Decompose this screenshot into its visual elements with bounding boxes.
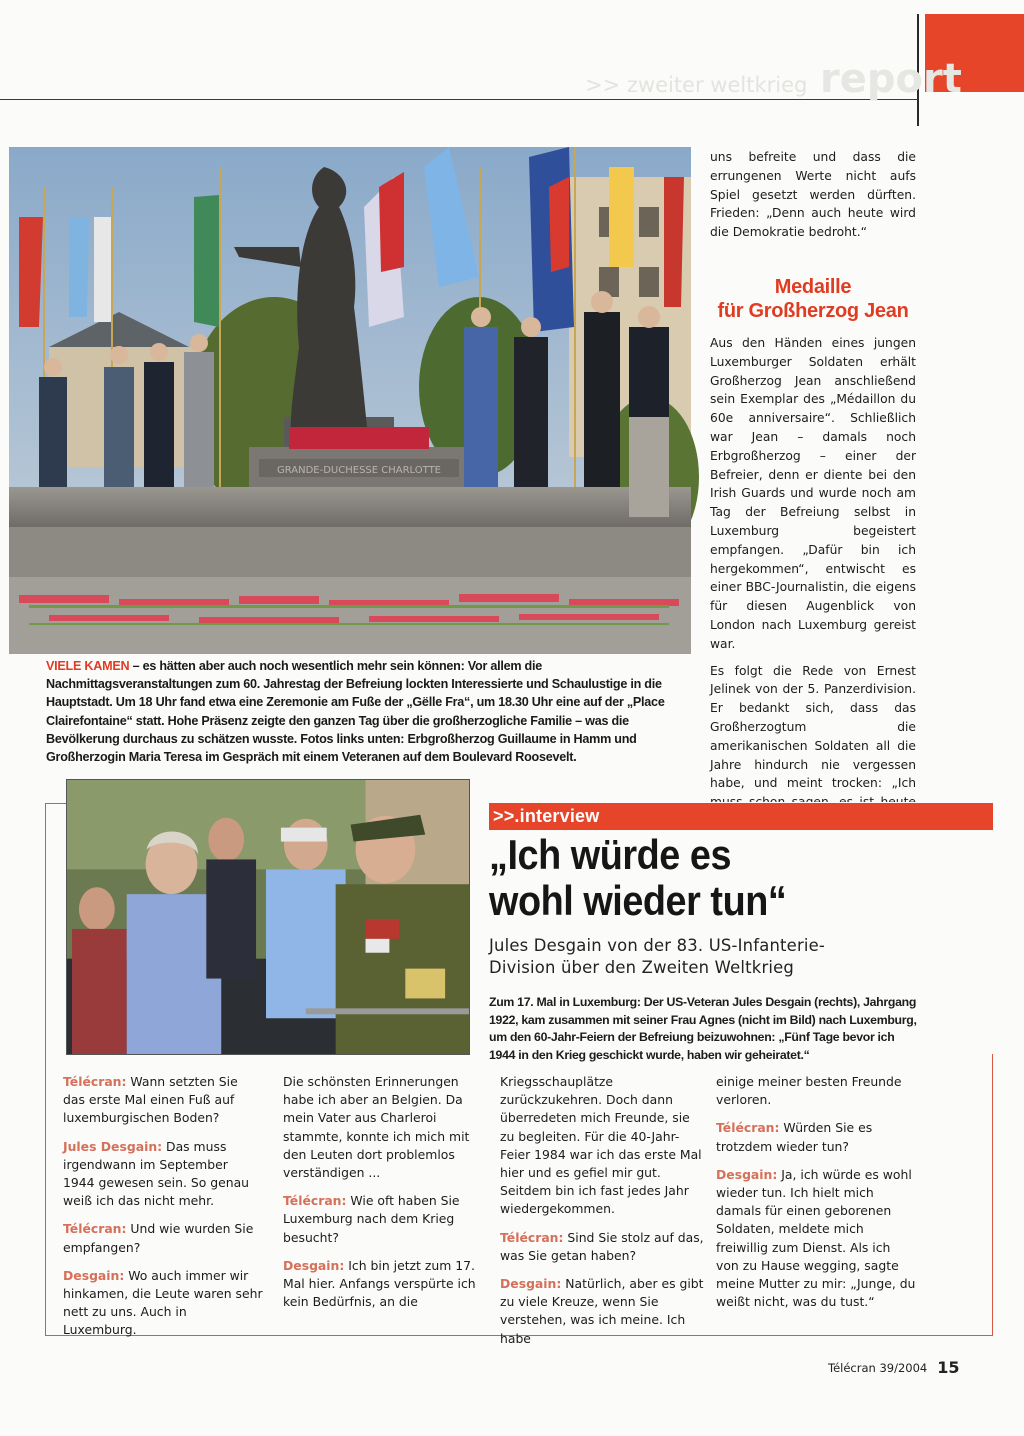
qa-paragraph (500, 1275, 705, 1348)
caption-lead: VIELE KAMEN (46, 659, 130, 673)
interview-column-2 (283, 1073, 483, 1321)
speaker-label: Télécran: (716, 1120, 780, 1136)
qa-paragraph (63, 1073, 263, 1128)
qa-paragraph (63, 1220, 263, 1256)
photo-veteran-interview (66, 779, 470, 1055)
photo-monument-ceremony (9, 147, 691, 654)
monument-photo-illustration (9, 147, 691, 654)
speaker-label: Desgain: (716, 1166, 778, 1182)
qa-text: Würden Sie es trotzdem wieder tun? (716, 1120, 873, 1154)
interview-column-1 (63, 1073, 263, 1350)
interview-column-4 (716, 1073, 916, 1321)
qa-paragraph (500, 1073, 705, 1219)
ghost-section-title: report (820, 56, 962, 102)
interview-subtitle (489, 935, 939, 979)
interview-headline (489, 832, 939, 924)
qa-text: Wo auch immer wir hinkamen, die Leute waren sehr nett zu uns. Auch in Luxemburg. (63, 1267, 263, 1338)
qa-paragraph (716, 1119, 916, 1155)
interview-label-bar: >>.interview (489, 803, 993, 830)
qa-text: Ich bin jetzt zum 17. Mal hier. Anfangs verspürte ich kein Bedürfnis, an die (283, 1257, 476, 1310)
monument-inscription: GRANDE-DUCHESSE CHARLOTTE (276, 465, 442, 476)
subtitle-line-1: Jules Desgain von der 83. US-Infanterie- (489, 936, 826, 955)
qa-paragraph (283, 1192, 483, 1247)
qa-text: Kriegsschauplätze zurückzukehren. Doch dann überredeten mich Freunde, sie zu begleiten. Für die 40-Jahr-Feier 1984 war ich das erste Mal hier und es gefiel mir gut. Seitdem bin ich fast jedes Jahr wiedergekommen. (500, 1074, 702, 1217)
qa-paragraph (716, 1073, 916, 1109)
caption-text: – es hätten aber auch noch wesentlich mehr sein können: Vor allem die Nachmittagsveranstaltungen zum 60. Jahrestag der Befreiung lockten Interessierte und Schaulustige in die Hauptstadt. Um 18 Uhr fand etwa eine Zeremonie am Fuße der „Gëlle Fra“, um 18.30 Uhr eine auf der „Place Clairefontaine“ statt. Hohe Präsenz zeigte den ganzen Tag über die großherzogliche Familie – was die Bevölkerung durchaus zu schätzen wusste. Fotos links unten: Erbgroßherzog Guillaume in Hamm und Großherzogin Maria Teresa im Gespräch mit einem Veteranen auf dem Boulevard Roosevelt. (46, 659, 665, 765)
qa-paragraph (283, 1073, 483, 1182)
section-ghost-heading (585, 56, 962, 102)
photo-caption (46, 657, 696, 766)
qa-text: Wie oft haben Sie Luxemburg nach dem Krieg besucht? (283, 1193, 460, 1245)
speaker-label: Desgain: (283, 1257, 345, 1273)
speaker-label: Télécran: (63, 1221, 127, 1237)
subheading-line-1: Medaille (774, 275, 852, 298)
subheading-line-2: für Großherzog Jean (717, 299, 909, 322)
veteran-photo-illustration (67, 780, 469, 1054)
article-right-column (710, 148, 916, 850)
qa-paragraph (63, 1267, 263, 1340)
interview-lead: Zum 17. Mal in Luxemburg: Der US-Veteran Jules Desgain (rechts), Jahrgang 1922, kam zusammen mit seiner Frau Agnes (nicht im Bild) nach Luxemburg, um den 60-Jahr-Feiern der Befreiung beizuwohnen: „Fünf Tage bevor ich 1944 in den Krieg geschickt wurde, haben wir geheiratet.“ (489, 995, 917, 1062)
headline-line-1: „Ich würde es (489, 831, 732, 878)
speaker-label: Télécran: (500, 1229, 564, 1245)
speaker-label: Télécran: (63, 1074, 127, 1089)
qa-paragraph (283, 1257, 483, 1312)
speaker-label: Jules Desgain: (63, 1138, 163, 1154)
qa-text: Und wie wurden Sie empfangen? (63, 1221, 254, 1255)
page-footer (828, 1358, 960, 1377)
qa-text: Wann setzten Sie das erste Mal einen Fuß auf luxemburgischen Boden? (63, 1074, 238, 1126)
qa-paragraph (500, 1229, 705, 1265)
qa-text: einige meiner besten Freunde verloren. (716, 1074, 902, 1108)
speaker-label: Desgain: (500, 1276, 562, 1292)
ghost-section-label: >> zweiter weltkrieg (585, 73, 808, 97)
qa-text: Sind Sie stolz auf das, was Sie getan haben? (500, 1229, 704, 1263)
qa-paragraph (716, 1166, 916, 1312)
interview-column-3 (500, 1073, 705, 1358)
qa-paragraph (63, 1138, 263, 1211)
right-paragraph-3: Es folgt die Rede von Ernest Jelinek von der 5. Panzerdivision. Er bedankt sich, dass das Großherzogtum die amerikanischen Soldaten all die Jahre hindurch nie vergessen habe, und meint trocken: „Ich (710, 663, 916, 791)
headline-line-2: wohl wieder tun“ (489, 877, 787, 924)
qa-text: Natürlich, aber es gibt zu viele Kreuze, wenn Sie verstehen, was ich meine. Ich habe (500, 1276, 704, 1346)
subtitle-line-2: Division über den Zweiten Weltkrieg (489, 958, 795, 977)
subheading-medaille (710, 275, 916, 323)
speaker-label: Desgain: (63, 1267, 125, 1283)
speaker-label: Télécran: (283, 1193, 347, 1209)
qa-text: Ja, ich würde es wohl wieder tun. Ich hielt mich damals für einen geborenen Soldaten, meldete mich freiwillig zum Dienst. Als ich von zu Hause wegging, sagte meine Mutter zu mir: „Junge, du weißt nicht, was du tust.“ (716, 1166, 916, 1310)
right-paragraph-1: uns befreite und dass die errungenen Werte nicht aufs Spiel gesetzt werden dürften. Frieden: „Denn auch heute wird die Demokratie bedroht.“ (710, 150, 916, 240)
right-paragraph-2: Aus den Händen eines jungen Luxemburger Soldaten erhält Großherzog Jean anschließend sein Exemplar des „Médaillon du 60e anniversaire“. Schließlich war Jean – damals noch Erbgroßherzog – einer der Befreier, denn er diente bei den Irish Guards und wurde noch am Tag der Befreiung selbst in Luxemburg begeistert empfangen. „Dafür bin ich hergekommen“, entwischt es einer BBC-Journalistin, die eigens für diesen Augenblick von London nach Luxemburg gereist war. (710, 335, 916, 651)
qa-text: Die schönsten Erinnerungen habe ich aber an Belgien. Da mein Vater aus Charleroi stammte, konnte ich mich mit den Leuten dort problemlos verständigen ... (283, 1074, 470, 1181)
header-rule (0, 99, 918, 100)
page-number: 15 (937, 1358, 960, 1377)
qa-text: Das muss irgendwann im September 1944 gewesen sein. So genau weiß ich das nicht mehr. (63, 1138, 250, 1209)
issue-label: Télécran 39/2004 (828, 1361, 928, 1375)
